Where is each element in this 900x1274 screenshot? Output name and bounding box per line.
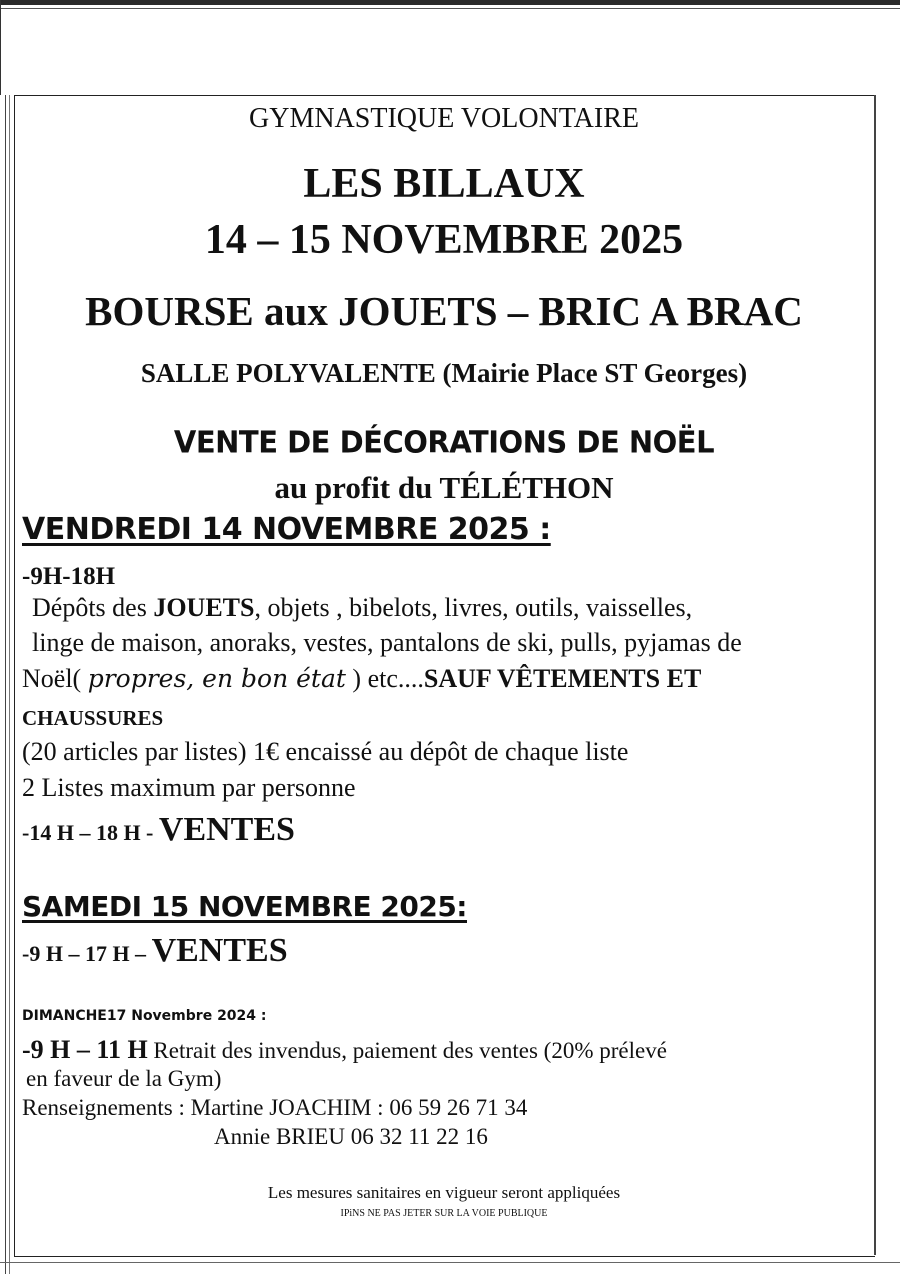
place-title: LES BILLAUX [303,161,585,207]
saturday-heading: SAMEDI 15 NOVEMBRE 2025: [22,890,467,923]
sunday-retrieval-cont: en faveur de la Gym) [26,1066,222,1091]
articles-rule: (20 articles par listes) 1€ encaissé au dépôt de chaque liste [22,737,629,766]
left-margin-line [0,0,1,95]
contact-line-1: Renseignements : Martine JOACHIM : 06 59 26 71 34 [22,1095,528,1120]
bottom-border [0,1262,900,1263]
left-scan-line-2 [9,95,10,1274]
document-frame-right [874,95,876,1255]
deposit-line-4: CHAUSSURES [22,706,164,730]
friday-deposit-time: -9H-18H [22,563,116,590]
handwritten-note: propres, en bon état [87,664,346,693]
sanitary-notice: Les mesures sanitaires en vigueur seront appliquées [267,1183,621,1202]
top-border [0,0,900,5]
top-border-thin [0,8,900,9]
max-lists-rule: 2 Listes maximum par personne [22,773,356,802]
friday-heading: VENDREDI 14 NOVEMBRE 2025 : [22,512,551,547]
deposit-line-1: Dépôts des JOUETS, objets , bibelots, livres, outils, vaisselles, [32,593,693,622]
left-scan-line [5,95,6,1274]
deposit-line-3: Noël( propres, en bon état ) etc....SAUF VÊTEMENTS ET [22,664,702,693]
event-dates: 14 – 15 NOVEMBRE 2025 [204,217,684,263]
organization-title: GYMNASTIQUE VOLONTAIRE [249,103,639,134]
profit-line: au profit du TÉLÉTHON [274,470,614,505]
sale-banner: VENTE DE DÉCORATIONS DE NOËL [173,424,715,460]
ipns-notice: IPiNS NE PAS JETER SUR LA VOIE PUBLIQUE [340,1208,548,1219]
saturday-sale: -9 H – 17 H – VENTES [22,932,288,969]
sunday-retrieval: -9 H – 11 H Retrait des invendus, paiement des ventes (20% prélevé [22,1035,667,1064]
sunday-heading: DIMANCHE17 Novembre 2024 : [22,1008,267,1024]
friday-sale: -14 H – 18 H - VENTES [22,811,295,848]
deposit-line-2: linge de maison, anoraks, vestes, pantalons de ski, pulls, pyjamas de [32,628,742,657]
venue: SALLE POLYVALENTE (Mairie Place ST Georges) [140,358,748,388]
contact-line-2: Annie BRIEU 06 32 11 22 16 [214,1124,488,1149]
event-title: BOURSE aux JOUETS – BRIC A BRAC [85,288,803,334]
